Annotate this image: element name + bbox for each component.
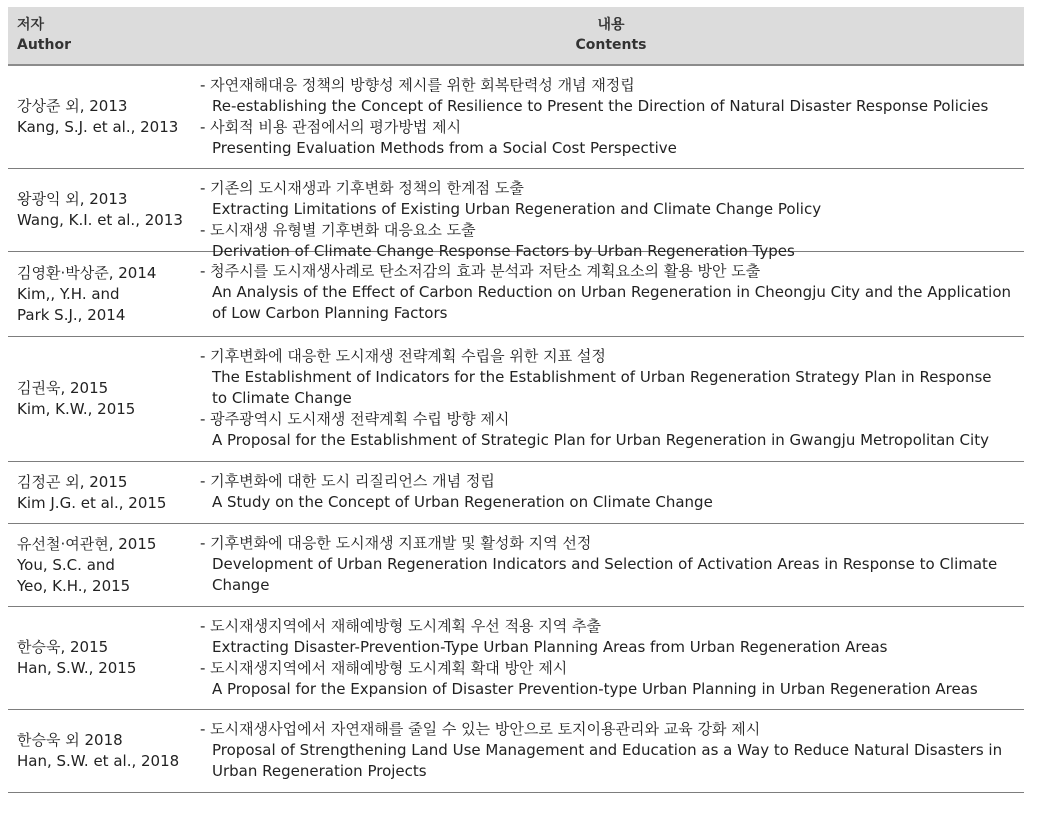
table-row <box>8 710 1024 793</box>
contents-cell <box>198 462 1024 523</box>
content-item-english: Derivation of Climate Change Response Factors by Urban Regeneration Types <box>212 242 795 260</box>
content-item-korean: - 도시재생지역에서 재해예방형 도시계획 우선 적용 지역 추출 <box>200 617 602 635</box>
author-line: Wang, K.I. et al., 2013 <box>17 211 183 229</box>
content-item-english: A Proposal for the Expansion of Disaster Prevention-type Urban Planning in Urban Regeneration Areas <box>212 680 978 698</box>
author-line: Han, S.W. et al., 2018 <box>17 752 180 770</box>
content-item-korean: - 자연재해대응 정책의 방향성 제시를 위한 회복탄력성 개념 재정립 <box>200 76 635 94</box>
literature-table <box>8 7 1024 793</box>
table-row <box>8 607 1024 710</box>
contents-cell <box>198 252 1024 336</box>
header-contents-ko: 내용 <box>597 17 625 33</box>
author-line: You, S.C. and <box>17 555 115 574</box>
content-item-korean: - 도시재생지역에서 재해예방형 도시계획 확대 방안 제시 <box>200 659 568 677</box>
author-line: 김영환·박상준, 2014 <box>17 263 157 282</box>
content-item-korean: - 기후변화에 대응한 도시재생 전략계획 수립을 위한 지표 설정 <box>200 347 606 365</box>
author-cell <box>8 252 198 336</box>
author-line: Kang, S.J. et al., 2013 <box>17 118 179 136</box>
table-row <box>8 169 1024 260</box>
author-line: 유선철·여관현, 2015 <box>17 534 157 553</box>
author-line: 김권욱, 2015 <box>17 379 109 397</box>
content-item-english: A Study on the Concept of Urban Regeneration on Climate Change <box>212 493 713 511</box>
author-line: Yeo, K.H., 2015 <box>17 576 131 595</box>
content-item-english: Proposal of Strengthening Land Use Management and Education as a Way to Reduce Natural Disasters in <box>212 741 1003 759</box>
author-line: Kim, K.W., 2015 <box>17 400 136 418</box>
table-row <box>8 252 1024 337</box>
content-item-english: to Climate Change <box>212 389 352 407</box>
author-cell <box>8 66 198 168</box>
author-line: 한승욱 외 2018 <box>17 731 123 749</box>
content-item-english: Extracting Disaster-Prevention-Type Urban Planning Areas from Urban Regeneration Areas <box>212 638 888 656</box>
table-row <box>8 462 1024 524</box>
header-author-en: Author <box>17 37 71 53</box>
header-author-ko: 저자 <box>17 17 45 33</box>
table-row <box>8 66 1024 169</box>
header-contents-en: Contents <box>575 37 647 53</box>
content-item-english: Extracting Limitations of Existing Urban Regeneration and Climate Change Policy <box>212 200 822 218</box>
author-line: 한승욱, 2015 <box>17 638 109 656</box>
author-line: Kim J.G. et al., 2015 <box>17 493 167 512</box>
content-item-korean: - 도시재생사업에서 자연재해를 줄일 수 있는 방안으로 토지이용관리와 교육 강화 제시 <box>200 720 761 738</box>
content-item-korean: - 도시재생 유형별 기후변화 대응요소 도출 <box>200 221 476 239</box>
author-cell <box>8 607 198 709</box>
contents-cell <box>198 337 1024 461</box>
table-body <box>8 66 1024 793</box>
header-contents <box>198 7 1024 64</box>
author-cell <box>8 169 198 251</box>
content-item-english: A Proposal for the Establishment of Strategic Plan for Urban Regeneration in Gwangju Metropolitan City <box>212 431 989 449</box>
content-item-korean: - 광주광역시 도시재생 전략계획 수립 방향 제시 <box>200 410 510 428</box>
table-row <box>8 337 1024 462</box>
author-line: Han, S.W., 2015 <box>17 659 137 677</box>
contents-cell <box>198 607 1024 709</box>
content-item-english: Re-establishing the Concept of Resilience to Present the Direction of Natural Disaster Response Policies <box>212 97 989 115</box>
content-item-english: Development of Urban Regeneration Indicators and Selection of Activation Areas in Response to Climate <box>212 555 998 573</box>
content-item-english: Urban Regeneration Projects <box>212 762 427 780</box>
author-cell <box>8 462 198 523</box>
author-line: Kim,, Y.H. and <box>17 284 120 303</box>
author-line: Park S.J., 2014 <box>17 305 126 324</box>
author-cell <box>8 524 198 606</box>
author-line: 김정곤 외, 2015 <box>17 472 128 491</box>
contents-cell <box>198 524 1024 606</box>
author-line: 왕광익 외, 2013 <box>17 190 128 208</box>
content-item-korean: - 기존의 도시재생과 기후변화 정책의 한계점 도출 <box>200 179 524 197</box>
content-item-english: An Analysis of the Effect of Carbon Reduction on Urban Regeneration in Cheongju City and the Application <box>212 283 1011 301</box>
contents-cell <box>198 66 1024 168</box>
table-header <box>8 7 1024 66</box>
table-row <box>8 524 1024 607</box>
content-item-korean: - 기후변화에 대한 도시 리질리언스 개념 정립 <box>200 472 495 490</box>
header-author <box>8 7 198 64</box>
content-item-korean: - 청주시를 도시재생사례로 탄소저감의 효과 분석과 저탄소 계획요소의 활용 방안 도출 <box>200 262 761 280</box>
content-item-english: of Low Carbon Planning Factors <box>212 304 448 322</box>
author-cell <box>8 710 198 792</box>
author-line: 강상준 외, 2013 <box>17 97 128 115</box>
content-item-korean: - 기후변화에 대응한 도시재생 지표개발 및 활성화 지역 선정 <box>200 534 592 552</box>
contents-cell <box>198 169 1024 260</box>
content-item-english: Presenting Evaluation Methods from a Social Cost Perspective <box>212 139 677 157</box>
author-cell <box>8 337 198 461</box>
content-item-english: Change <box>212 576 270 594</box>
content-item-korean: - 사회적 비용 관점에서의 평가방법 제시 <box>200 118 462 136</box>
content-item-english: The Establishment of Indicators for the Establishment of Urban Regeneration Strategy Plan in Response <box>212 368 992 386</box>
contents-cell <box>198 710 1024 792</box>
